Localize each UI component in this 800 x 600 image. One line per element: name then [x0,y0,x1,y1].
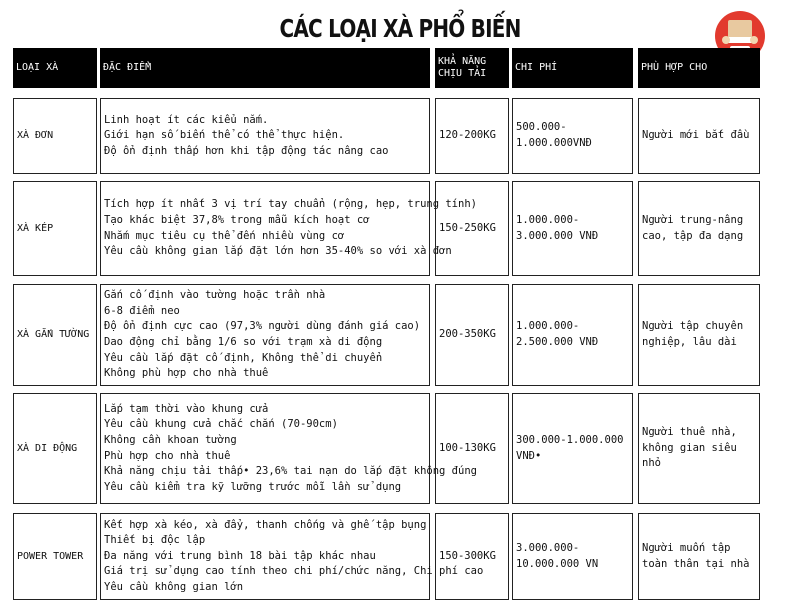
feature-line: Kết hợp xà kéo, xà đẩy, thanh chống và ghế tập bụng [104,518,427,531]
row-1-features [100,98,430,174]
feature-line: Linh hoạt ít các kiểu nắm. [104,113,269,126]
feature-line: Không phù hợp cho nhà thuê [104,367,269,380]
feature-line: 6-8 điểm neo [104,304,180,317]
row-5-name: POWER TOWER [13,513,97,600]
row-2-cost: 1.000.000-3.000.000 VNĐ [512,181,633,276]
feature-line: Nhắm mục tiêu cụ thể đến nhiều vùng cơ [104,229,345,242]
feature-line: Yêu cầu không gian lớn [104,580,244,593]
feature-line: Yêu cầu không gian lắp đặt lớn hơn 35-40% so với xà đơn [104,245,452,258]
header-phu-hop-cho: PHÙ HỢP CHO [638,48,760,88]
header-dac-diem: ĐẶC ĐIỂM [100,48,430,88]
feature-line: Độ ổn định thấp hơn khi tập động tác nâng cao [104,144,389,157]
row-4-cost: 300.000-1.000.000 VNĐ• [512,393,633,504]
row-5-load: 150-300KG [435,513,509,600]
row-3-features [100,284,430,386]
feature-line: Dao động chỉ bằng 1/6 so với trạm xà di động [104,336,383,348]
feature-line: Yêu cầu khung cửa chắc chắn (70-90cm) [104,418,338,431]
header-chi-phi: CHI PHÍ [512,48,633,88]
row-3-load: 200-350KG [435,284,509,386]
row-3-cost: 1.000.000-2.500.000 VNĐ [512,284,633,386]
feature-line: Yêu cầu lắp đặt cố định, Không thể di chuyển [104,351,383,364]
feature-line: Phù hợp cho nhà thuê [104,449,231,462]
feature-line: Giới hạn số biến thể có thể thực hiện. [104,129,345,142]
feature-line: Tích hợp ít nhất 3 vị trí tay chuẩn (rộng, hẹp, trung tính) [104,198,477,211]
page-title: CÁC LOẠI XÀ PHỔ BIẾN [279,14,521,43]
header-kha-nang-chiu-tai: KHẢ NĂNG CHỊU TẢI [435,48,509,88]
feature-line: Lắp tạm thời vào khung cửa [104,402,269,415]
row-1-cost: 500.000- 1.000.000VNĐ [512,98,633,174]
feature-line: Khả năng chịu tải thấp• 23,6% tai nạn do lắp đặt không đúng [104,465,477,478]
feature-line: Tạo khác biệt 37,8% trong mẫu kích hoạt cơ [104,213,370,226]
feature-line: Giá trị sử dụng cao tính theo chi phí/chức năng, Chi phí cao [104,565,484,578]
row-1-fit: Người mới bắt đầu [638,98,760,174]
row-1-load: 120-200KG [435,98,509,174]
row-1-name: XÀ ĐƠN [13,98,97,174]
row-2-name: XÀ KÉP [13,181,97,276]
feature-line: Yêu cầu kiểm tra kỹ lưỡng trước mỗi lần sử dụng [104,480,402,493]
feature-line: Đa năng với trung bình 18 bài tập khác nhau [104,549,376,562]
row-5-cost: 3.000.000-10.000.000 VN [512,513,633,600]
feature-line: Thiết bị độc lập [104,534,206,547]
row-5-fit: Người muốn tập toàn thân tại nhà [638,513,760,600]
row-4-load: 100-130KG [435,393,509,504]
row-4-fit: Người thuê nhà, không gian siêu nhỏ [638,393,760,504]
row-3-fit: Người tập chuyên nghiệp, lâu dài [638,284,760,386]
row-3-name: XÀ GẮN TƯỜNG [13,284,97,386]
feature-line: Không cần khoan tường [104,433,237,446]
row-2-load: 150-250KG [435,181,509,276]
feature-line: Độ ổn định cực cao (97,3% người dùng đánh giá cao) [104,320,421,333]
header-loai-xa: LOẠI XÀ [13,48,97,88]
feature-line: Gắn cố định vào tường hoặc trần nhà [104,289,326,302]
row-2-fit: Người trung-nâng cao, tập đa dạng [638,181,760,276]
row-4-name: XÀ DI ĐỘNG [13,393,97,504]
